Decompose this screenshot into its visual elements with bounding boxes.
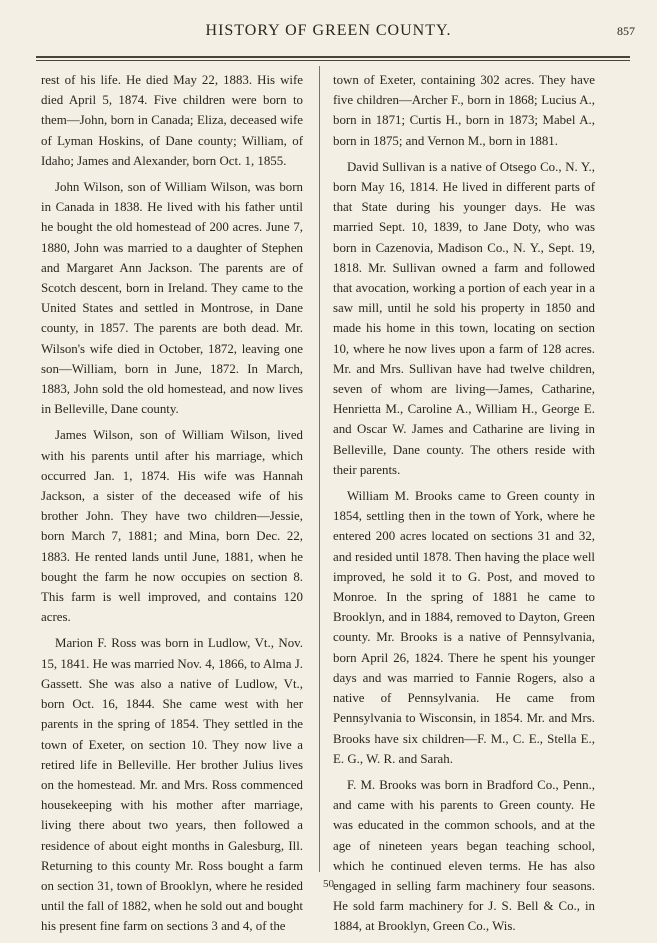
paragraph-david-sullivan: David Sullivan is a native of Otsego Co., N. Y., born May 16, 1814. He lived in different parts of that State during his younger days. He was married Sept. 10, 1839, to Jane Doty, who was born in Cazenovia, Madison Co., N. Y., Sept. 19, 1818. Mr. Sullivan owned a farm and followed that avocation, working a portion of each year in a saw mill, until he sold his property in 1850 and made his home in this town, locating on section 10, where he now lives upon a farm of 128 acres. Mr. and Mrs. Sullivan have had twelve children, seven of whom are living—James, Catharine, Henrietta M., Caroline A., William H., George E. and Oscar W. James and Catharine are living in Belleville, Dane county. The others reside with their parents. [333,159,595,477]
right-column [333,70,595,943]
paragraph-william-brooks: William M. Brooks came to Green county in 1854, settling then in the town of York, where he entered 200 acres located on sections 31 and 32, and resided until 1878. Then having the place well improved, he sold it to G. Post, and moved to Monroe. In the spring of 1881 he came to Brooklyn, and in 1884, removed to Dayton, Green county. Mr. Brooks is a native of Pennsylvania, born April 26, 1824. There he spent his younger days and was married to Fannie Rogers, also a native of Pennsylvania. He came from Pennsylvania to Wisconsin, in 1854. Mr. and Mrs. Brooks have six children—F. M., C. E., Stella E., E. G., W. R. and Sarah. [333,489,595,766]
column-divider [319,66,320,872]
header-rule-thick [36,56,630,58]
header-rule-thin [36,60,630,61]
paragraph-ross-continuation-start: rest of his life. He died May 22, 1883. His wife died April 5, 1874. Five children were born to them—John, born in Canada; Eliza, deceased wife of Lyman Hoskins, of Dane county; William, of Idaho; James and Alexander, born Oct. 1, 1855. [41,73,303,168]
printer-signature-mark: 50 [323,878,334,890]
running-title: HISTORY OF GREEN COUNTY. [205,22,452,39]
page-number: 857 [617,24,635,38]
paragraph-james-wilson: James Wilson, son of William Wilson, lived with his parents until after his marriage, which occurred Jan. 1, 1874. His wife was Hannah Jackson, a sister of the deceased wife of his brother John. They have two children—Jessie, born March 7, 1881; and Mina, born Dec. 22, 1883. He rented lands until June, 1881, when he bought the farm he now occupies on section 8. This farm is well improved, and contains 120 acres. [41,428,303,625]
paragraph-fm-brooks: F. M. Brooks was born in Bradford Co., Penn., and came with his parents to Green county. He was educated in the common schools, and at the age of nineteen years began teaching school, which he continued eleven terms. He has also engaged in selling farm machinery four seasons. He sold farm machinery for J. S. Bell & Co., in 1884, at Brooklyn, Green Co., Wis. [333,777,595,934]
left-column [41,70,303,943]
page-header [20,22,637,44]
paragraph-ross-continuation: town of Exeter, containing 302 acres. They have five children—Archer F., born in 1868; Lucius A., born in 1871; Curtis H., born in 1873; Mabel A., born in 1875; and Vernon M., born in 1881. [333,73,595,148]
paragraph-marion-ross: Marion F. Ross was born in Ludlow, Vt., Nov. 15, 1841. He was married Nov. 4, 1866, to Alma J. Gassett. She was also a native of Ludlow, Vt., born Oct. 16, 1844. She came west with her parents in the spring of 1854. They settled in the town of Exeter, on section 10. They now live a retired life in Belleville. Her brother Julius lives on the homestead. Mr. and Mrs. Ross commenced housekeeping with his mother after marriage, living there about two years, then followed a residence of about eight months in Galesburg, Ill. Returning to this county Mr. Ross bought a farm on section 31, town of Brooklyn, where he resided until the fall of 1882, when he sold out and bought his present fine farm on sections 3 and 4, of the [41,636,303,934]
paragraph-john-wilson: John Wilson, son of William Wilson, was born in Canada in 1838. He lived with his father until he bought the old homestead of 200 acres. June 7, 1880, John was married to a daughter of Stephen and Margaret Ann Jackson. The parents are of Scotch descent, born in Ireland. They came to the United States and settled in Montrose, in Dane county, in 1857. The parents are both dead. Mr. Wilson's wife died in October, 1872, leaving one son—William, born in June, 1872. In March, 1883, John sold the old homestead, and now lives in Belleville, Dane county. [41,180,303,417]
